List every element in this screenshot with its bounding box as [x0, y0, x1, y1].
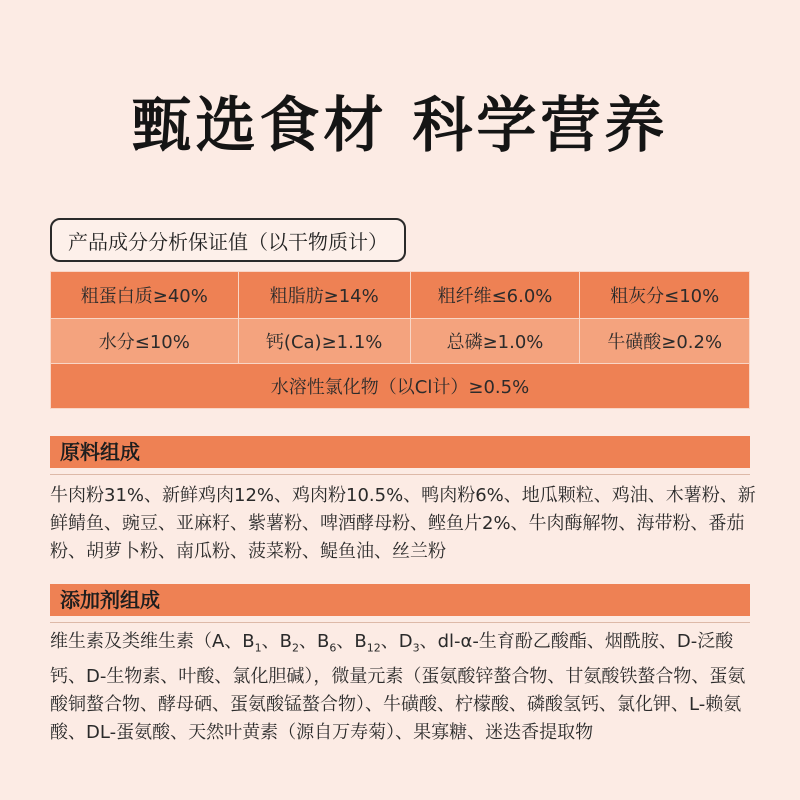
additives-heading: 添加剂组成 — [50, 584, 750, 616]
additives-text-segment: 、B — [336, 631, 367, 652]
ingredients-text: 牛肉粉31%、新鲜鸡肉12%、鸡肉粉10.5%、鸭肉粉6%、地瓜颗粒、鸡油、木薯粉、新鲜鲭鱼、豌豆、亚麻籽、紫薯粉、啤酒酵母粉、鲣鱼片2%、牛肉酶解物、海带粉、番茄粉、胡萝卜粉、南瓜粉、菠菜粉、鳀鱼油、丝兰粉 — [50, 485, 756, 562]
table-cell: 粗纤维≤6.0% — [410, 272, 580, 319]
additives-text-segment: 、dl-α-生育酚乙酸酯、烟酰胺、D-泛酸钙、D-生物素、叶酸、氯化胆碱），微量元素（蛋氨酸锌螯合物、甘氨酸铁螯合物、蛋氨酸铜螯合物、酵母硒、蛋氨酸锰螯合物）、牛磺酸、柠檬酸、磷酸氢钙、氯化钾、L-赖氨酸、DL-蛋氨酸、天然叶黄素（源自万寿菊）、果寡糖、迷迭香提取物 — [50, 631, 746, 743]
additives-text — [50, 628, 762, 747]
table-row — [51, 319, 750, 364]
table-cell: 水分≤10% — [51, 319, 239, 364]
additives-text-segment: 、B — [299, 631, 330, 652]
table-cell: 粗脂肪≥14% — [238, 272, 410, 319]
table-cell: 牛磺酸≥0.2% — [580, 319, 750, 364]
divider — [50, 622, 750, 623]
subscript: 12 — [366, 641, 381, 655]
table-cell: 粗灰分≤10% — [580, 272, 750, 319]
table-cell: 水溶性氯化物（以Cl计）≥0.5% — [51, 364, 750, 409]
table-row — [51, 272, 750, 319]
subscript: 2 — [292, 641, 300, 655]
subscript: 1 — [254, 641, 262, 655]
additives-text-segment: 、B — [261, 631, 293, 652]
page-title: 甄选食材 科学营养 — [131, 91, 669, 161]
additives-text-segment: 维生素及类维生素（A、B — [50, 631, 255, 652]
table-cell: 总磷≥1.0% — [410, 319, 580, 364]
ingredients-heading: 原料组成 — [50, 436, 750, 468]
analysis-heading: 产品成分分析保证值（以干物质计） — [50, 218, 406, 262]
table-cell: 粗蛋白质≥40% — [51, 272, 239, 319]
divider — [50, 474, 750, 475]
additives-text-segment: 、D — [380, 631, 413, 652]
subscript: 3 — [412, 641, 420, 655]
table-cell: 钙(Ca)≥1.1% — [238, 319, 410, 364]
subscript: 6 — [329, 641, 337, 655]
analysis-table — [50, 271, 750, 409]
table-row — [51, 364, 750, 409]
